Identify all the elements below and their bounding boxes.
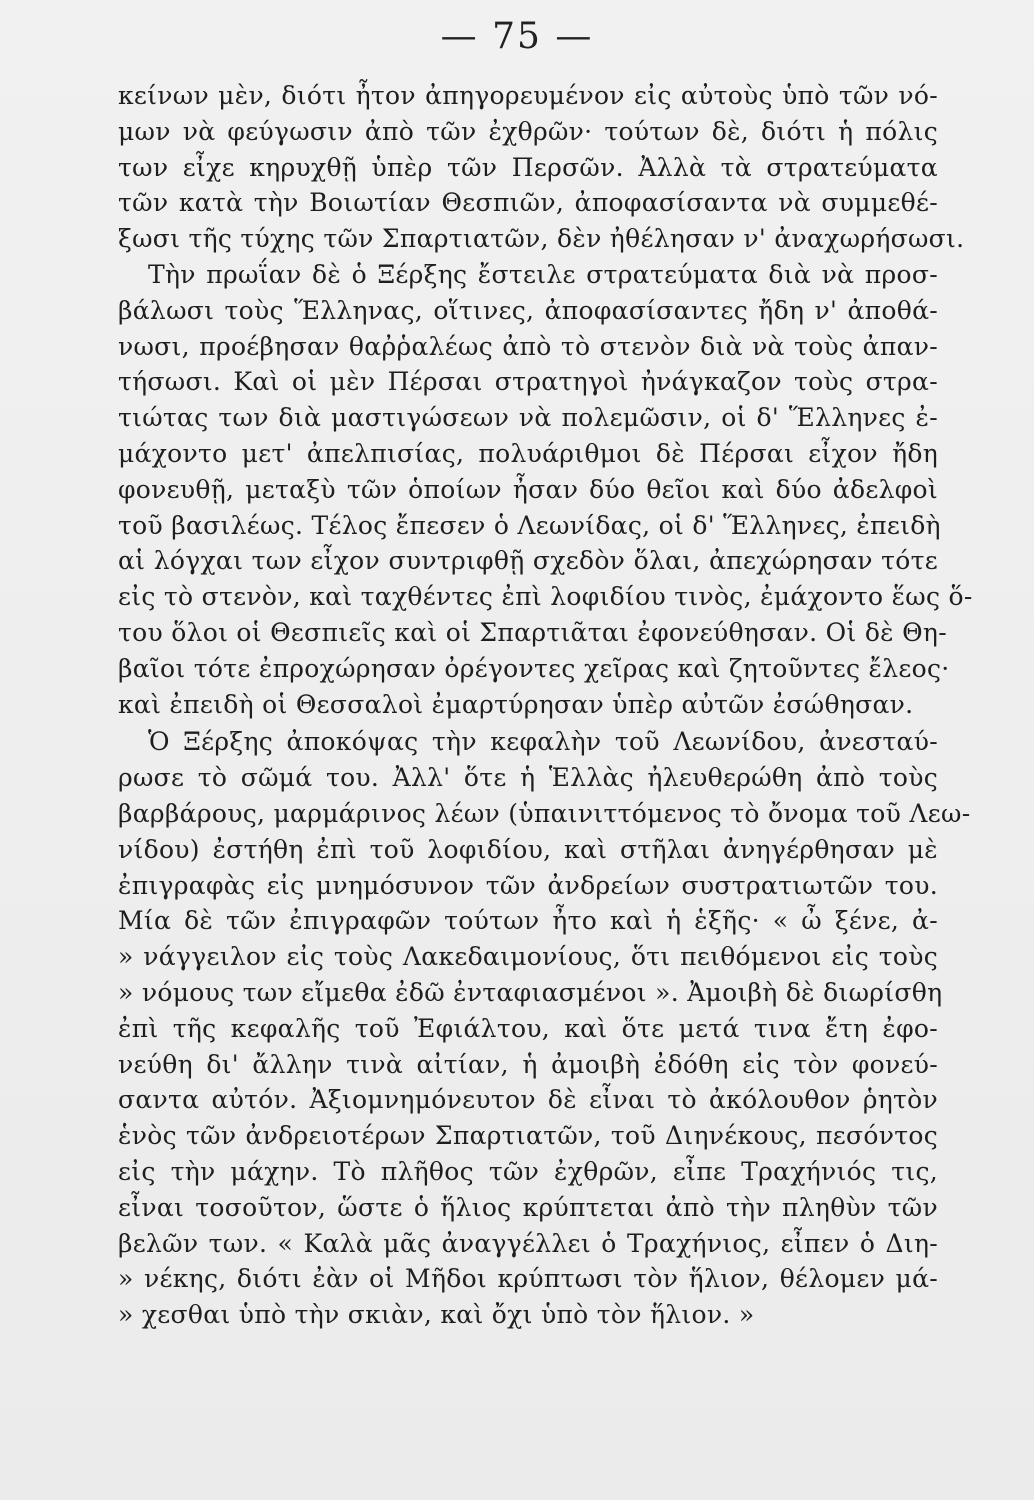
page-number: — 75 — xyxy=(440,16,594,57)
paragraph-start-line: Ὁ Ξέρξης ἀποκόψας τὴν κεφαλὴν τοῦ Λεωνίδου, ἀνεσταύ- xyxy=(148,727,938,757)
text-line: μων νὰ φεύγωσιν ἀπὸ τῶν ἐχθρῶν· τούτων δὲ, διότι ἡ πόλις xyxy=(118,116,938,146)
text-line: ἐπὶ τῆς κεφαλῆς τοῦ Ἐφιάλτου, καὶ ὅτε μετά τινα ἔτη ἐφο- xyxy=(118,1013,938,1043)
text-line: των εἶχε κηρυχθῇ ὑπὲρ τῶν Περσῶν. Ἀλλὰ τὰ στρατεύματα xyxy=(118,152,938,182)
text-line: βαρβάρους, μαρμάρινος λέων (ὑπαινιττόμενος τὸ ὄνομα τοῦ Λεω- xyxy=(118,798,971,828)
text-line: αἱ λόγχαι των εἶχον συντριφθῇ σχεδὸν ὅλαι, ἀπεχώρησαν τότε xyxy=(118,546,938,576)
text-line: βαῖοι τότε ἐπροχώρησαν ὀρέγοντες χεῖρας καὶ ζητοῦντες ἔλεος· xyxy=(118,653,950,683)
text-line: κείνων μὲν, διότι ἦτον ἀπηγορευμένον εἰς αὐτοὺς ὑπὸ τῶν νό- xyxy=(118,81,938,110)
text-line: του ὅλοι οἱ Θεσπιεῖς καὶ οἱ Σπαρτιᾶται ἐφονεύθησαν. Οἱ δὲ Θη- xyxy=(118,617,947,647)
text-line: βάλωσι τοὺς Ἕλληνας, οἵτινες, ἀποφασίσαντες ἤδη ν' ἀποθά- xyxy=(118,295,938,325)
text-line: καὶ ἐπειδὴ οἱ Θεσσαλοὶ ἐμαρτύρησαν ὑπὲρ αὐτῶν ἐσώθησαν. xyxy=(118,689,914,719)
text-line: Μία δὲ τῶν ἐπιγραφῶν τούτων ἦτο καὶ ἡ ἑξῆς· « ὦ ξένε, ἀ- xyxy=(118,906,938,936)
text-line: » νέκης, διότι ἐὰν οἱ Μῆδοι κρύπτωσι τὸν ἥλιον, θέλομεν μά- xyxy=(118,1264,938,1294)
text-line: εἰς τὴν μάχην. Τὸ πλῆθος τῶν ἐχθρῶν, εἶπε Τραχήνιός τις, xyxy=(118,1156,938,1186)
text-line: νίδου) ἐστήθη ἐπὶ τοῦ λοφιδίου, καὶ στῆλαι ἀνηγέρθησαν μὲ xyxy=(118,834,938,864)
text-line: εἶναι τοσοῦτον, ὥστε ὁ ἥλιος κρύπτεται ἀπὸ τὴν πληθὺν τῶν xyxy=(118,1192,938,1222)
text-line: σαντα αὐτόν. Ἀξιομνημόνευτον δὲ εἶναι τὸ ἀκόλουθον ῥητὸν xyxy=(118,1085,938,1115)
text-line: » νάγγειλον εἰς τοὺς Λακεδαιμονίους, ὅτι πειθόμενοι εἰς τοὺς xyxy=(118,942,938,972)
paragraph-start-line: Τὴν πρωΐαν δὲ ὁ Ξέρξης ἔστειλε στρατεύματα διὰ νὰ προσ- xyxy=(148,259,938,289)
text-line: εἰς τὸ στενὸν, καὶ ταχθέντες ἐπὶ λοφιδίου τινὸς, ἐμάχοντο ἕως ὅ- xyxy=(118,582,973,612)
text-line: τοῦ βασιλέως. Τέλος ἔπεσεν ὁ Λεωνίδας, οἱ δ' Ἕλληνες, ἐπειδὴ xyxy=(118,510,941,540)
text-line: τιώτας των διὰ μαστιγώσεων νὰ πολεμῶσιν, οἱ δ' Ἕλληνες ἐ- xyxy=(118,403,938,433)
text-line: τήσωσι. Καὶ οἱ μὲν Πέρσαι στρατηγοὶ ἠνάγκαζον τοὺς στρα- xyxy=(118,367,938,397)
text-line: » νόμους των εἴμεθα ἐδῶ ἐνταφιασμένοι ». Ἀμοιβὴ δὲ διωρίσθη xyxy=(118,977,943,1007)
text-line: νωσι, προέβησαν θαῤῥαλέως ἀπὸ τὸ στενὸν διὰ νὰ τοὺς ἀπαν- xyxy=(118,331,938,361)
text-line: ξωσι τῆς τύχης τῶν Σπαρτιατῶν, δὲν ἠθέλησαν ν' ἀναχωρήσωσι. xyxy=(118,224,965,254)
text-line: νεύθη δι' ἄλλην τινὰ αἰτίαν, ἡ ἀμοιβὴ ἐδόθη εἰς τὸν φονεύ- xyxy=(118,1049,938,1079)
text-line: ρωσε τὸ σῶμά του. Ἀλλ' ὅτε ἡ Ἑλλὰς ἠλευθερώθη ἀπὸ τοὺς xyxy=(118,763,938,793)
text-line: βελῶν των. « Καλὰ μᾶς ἀναγγέλλει ὁ Τραχήνιος, εἶπεν ὁ Διη- xyxy=(118,1228,938,1258)
text-line: τῶν κατὰ τὴν Βοιωτίαν Θεσπιῶν, ἀποφασίσαντα νὰ συμμεθέ- xyxy=(118,188,938,218)
text-line: ἐπιγραφὰς εἰς μνημόσυνον τῶν ἀνδρείων συστρατιωτῶν του. xyxy=(118,870,938,900)
text-line: φονευθῇ, μεταξὺ τῶν ὁποίων ἦσαν δύο θεῖοι καὶ δύο ἀδελφοὶ xyxy=(118,474,938,504)
text-line: ἑνὸς τῶν ἀνδρειοτέρων Σπαρτιατῶν, τοῦ Διηνέκους, πεσόντος xyxy=(118,1121,938,1151)
body-text xyxy=(118,78,973,1333)
text-line: μάχοντο μετ' ἀπελπισίας, πολυάριθμοι δὲ Πέρσαι εἶχον ἤδη xyxy=(118,438,938,468)
text-line: » χεσθαι ὑπὸ τὴν σκιὰν, καὶ ὄχι ὑπὸ τὸν ἥλιον. » xyxy=(118,1300,755,1330)
